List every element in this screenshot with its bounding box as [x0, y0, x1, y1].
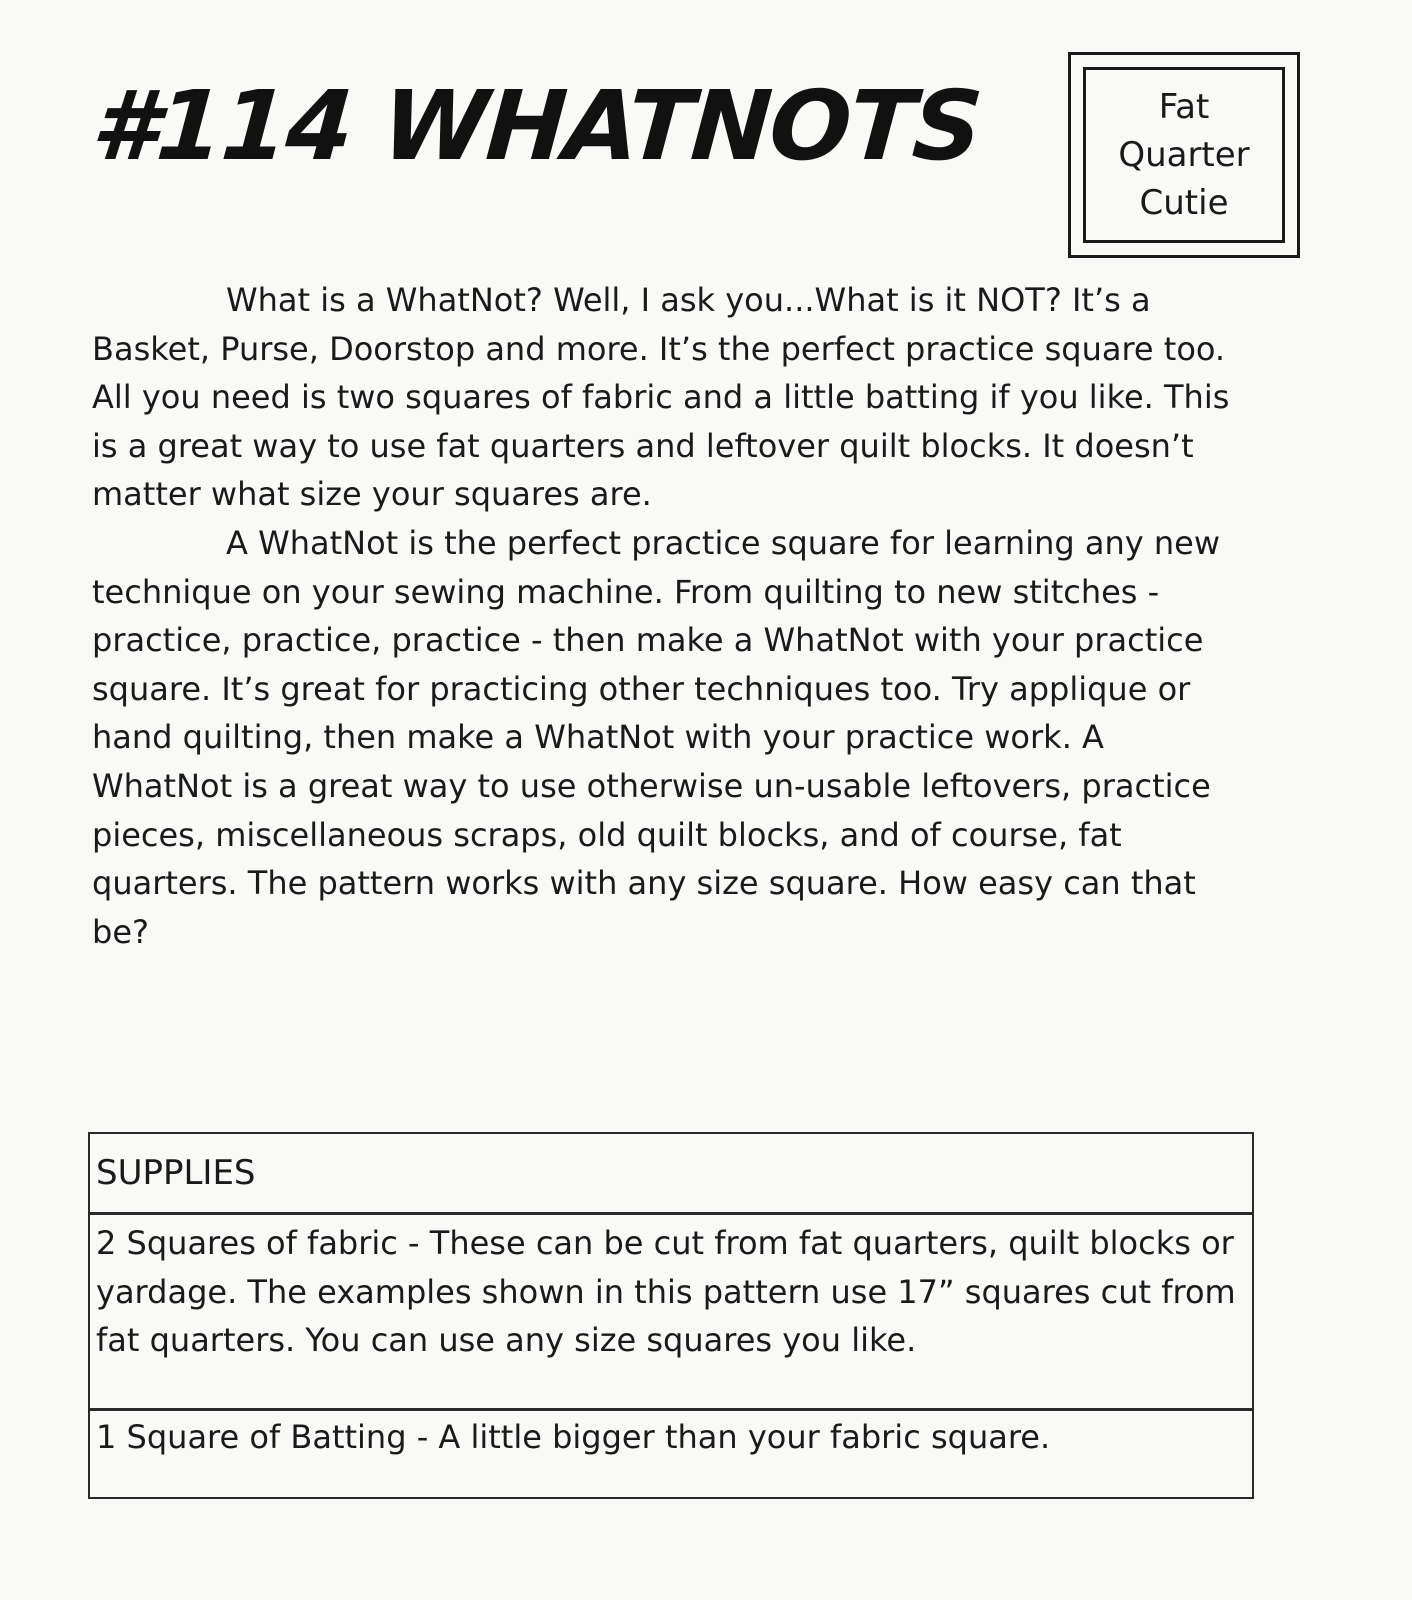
- badge-inner-frame: [1083, 67, 1285, 243]
- fat-quarter-cutie-badge: [1068, 52, 1300, 258]
- supplies-table: [88, 1132, 1254, 1499]
- supply-row: [89, 1214, 1253, 1410]
- supplies-header: SUPPLIES: [89, 1133, 1253, 1214]
- badge-line-2: Quarter: [1118, 135, 1250, 175]
- badge-line-3: Cutie: [1139, 183, 1229, 223]
- intro-paragraph-1: What is a WhatNot? Well, I ask you...What is it NOT? It’s a Basket, Purse, Doorstop and more. It’s the perfect practice square too. All you need is two squares of fabric and a little batting if you like. This is a great way to use fat quarters and leftover quilt blocks. It doesn’t matter what size your squares are.: [92, 281, 1230, 514]
- supply-item-batting: 1 Square of Batting - A little bigger than your fabric square.: [89, 1410, 1253, 1498]
- page-title: #114 WHATNOTS: [88, 70, 984, 182]
- intro-paragraph-2: A WhatNot is the perfect practice square for learning any new technique on your sewing machine. From quilting to new stitches - practice, practice, practice - then make a WhatNot with your practice square. It’s great for practicing other techniques too. Try applique or hand quilting, then make a WhatNot with your practice work. A WhatNot is a great way to use otherwise un-usable leftovers, practice pieces, miscellaneous scraps, old quilt blocks, and of course, fat quarters. The pattern works with any size square. How easy can that be?: [92, 523, 1220, 951]
- badge-line-1: Fat: [1158, 87, 1210, 127]
- supplies-header-row: [89, 1133, 1253, 1214]
- supply-row: [89, 1410, 1253, 1498]
- intro-text: [92, 276, 1242, 956]
- supply-item-fabric: 2 Squares of fabric - These can be cut from fat quarters, quilt blocks or yardage. The examples shown in this pattern use 17” squares cut from fat quarters. You can use any size squares you like.: [89, 1214, 1253, 1410]
